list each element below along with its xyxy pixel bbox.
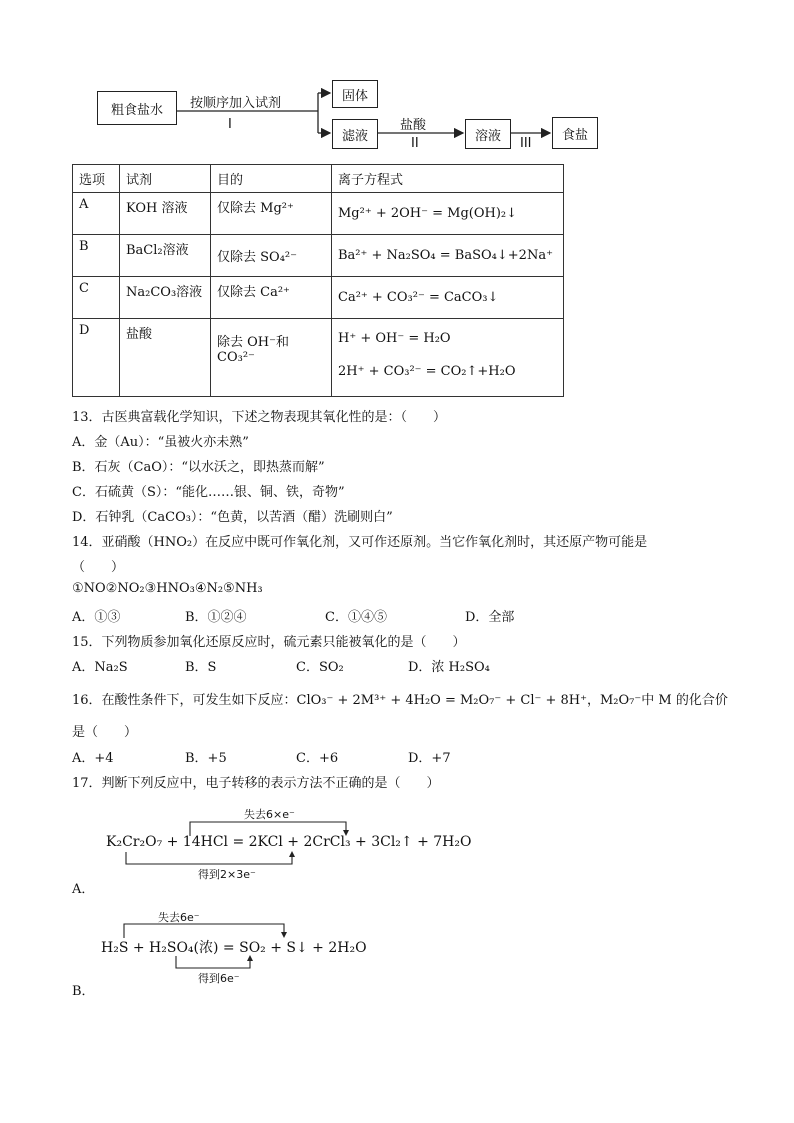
q15-option-a: A．Na₂S: [72, 660, 128, 675]
q15-option-d: D．浓 H₂SO₄: [408, 660, 490, 675]
question-15: 15．下列物质参加氧化还原反应时，硫元素只能被氧化的是（ ）: [72, 635, 466, 650]
eq-a-lose-label: 失去6×e⁻: [244, 808, 295, 821]
step2-roman: II: [411, 136, 419, 151]
row-equation: Ca²⁺ + CO₃²⁻ = CaCO₃↓: [332, 277, 564, 319]
q15-option-c: C．SO₂: [296, 660, 344, 675]
q13-option-d: D．石钟乳（CaCO₃）：“色黄，以苦酒（醋）洗刷则白”: [72, 510, 393, 525]
eq-b-gain-label: 得到6e⁻: [198, 972, 240, 985]
q16-option-d: D．+7: [408, 751, 451, 766]
row-equation: Ba²⁺ + Na₂SO₄ = BaSO₄↓+2Na⁺: [332, 235, 564, 277]
q13-option-a: A．金（Au）：“虽被火亦未熟”: [72, 435, 249, 450]
step3-roman: III: [520, 136, 532, 151]
row-reagent: Na₂CO₃溶液: [120, 277, 211, 319]
row-equation-2: 2H⁺ + CO₃²⁻ = CO₂↑+H₂O: [338, 364, 516, 379]
q16-continuation: 是（ ）: [72, 725, 138, 740]
question-14: 14．亚硝酸（HNO₂）在反应中既可作氧化剂，又可作还原剂。当它作氧化剂时，其还原产物可能是: [72, 535, 648, 550]
question-13: 13．古医典富载化学知识，下述之物表现其氧化性的是：（ ）: [72, 410, 447, 425]
q16-option-c: C．+6: [296, 751, 339, 766]
row-option: A: [73, 193, 120, 235]
row-option: D: [73, 319, 120, 397]
header-option: 选项: [73, 165, 120, 193]
row-equation: Mg²⁺ + 2OH⁻ = Mg(OH)₂↓: [332, 193, 564, 235]
row-option: C: [73, 277, 120, 319]
solution-box: 溶液: [465, 119, 511, 149]
q14-items: ①NO②NO₂③HNO₃④N₂⑤NH₃: [72, 581, 263, 596]
filtrate-box: 滤液: [332, 119, 378, 149]
q14-option-d: D．全部: [465, 610, 515, 625]
q13-option-c: C．石硫黄（S）：“能化……银、铜、铁，奇物”: [72, 485, 345, 500]
eq-a-equation: K₂Cr₂O₇ + 14HCl = 2KCl + 2CrCl₃ + 3Cl₂↑ + 7H₂O: [106, 834, 472, 850]
row-reagent: KOH 溶液: [120, 193, 211, 235]
row-purpose: 仅除去 Mg²⁺: [211, 193, 332, 235]
row-purpose: 除去 OH⁻和 CO₃²⁻: [211, 319, 332, 397]
q15-option-b: B．S: [185, 660, 217, 675]
question-16: 16．在酸性条件下，可发生如下反应：ClO₃⁻ + 2M³⁺ + 4H₂O = M₂O₇⁻ + Cl⁻ + 8H⁺，M₂O₇⁻中 M 的化合价: [72, 693, 728, 708]
step1-roman: I: [228, 117, 232, 132]
row-option: B: [73, 235, 120, 277]
eq-a-gain-label: 得到2×3e⁻: [198, 868, 256, 881]
eq-a-option-label: A．: [72, 882, 95, 897]
solid-box: 固体: [332, 80, 378, 108]
crude-salt-box: 粗食盐水: [97, 91, 177, 125]
q14-option-b: B．①②④: [185, 610, 247, 625]
q14-paren: （ ）: [72, 560, 125, 575]
row-reagent: BaCl₂溶液: [120, 235, 211, 277]
row-reagent: 盐酸: [120, 319, 211, 397]
eq-b-lose-label: 失去6e⁻: [158, 911, 200, 924]
q14-option-c: C．①④⑤: [325, 610, 387, 625]
header-equation: 离子方程式: [332, 165, 564, 193]
product-box: 食盐: [552, 117, 598, 149]
header-reagent: 试剂: [120, 165, 211, 193]
step2-label: 盐酸: [400, 118, 427, 133]
q13-option-b: B．石灰（CaO）：“以水沃之，即热蒸而解”: [72, 460, 325, 475]
q16-option-b: B．+5: [185, 751, 227, 766]
question-17: 17．判断下列反应中，电子转移的表示方法不正确的是（ ）: [72, 776, 440, 791]
eq-b-option-label: B．: [72, 984, 95, 999]
header-purpose: 目的: [211, 165, 332, 193]
step1-label: 按顺序加入试剂: [190, 96, 282, 111]
q16-option-a: A．+4: [72, 751, 114, 766]
row-purpose: 仅除去 SO₄²⁻: [211, 235, 332, 277]
q14-option-a: A．①③: [72, 610, 121, 625]
row-purpose: 仅除去 Ca²⁺: [211, 277, 332, 319]
eq-b-equation: H₂S + H₂SO₄(浓) = SO₂ + S↓ + 2H₂O: [101, 940, 367, 956]
row-equation: H⁺ + OH⁻ = H₂O: [338, 331, 451, 346]
